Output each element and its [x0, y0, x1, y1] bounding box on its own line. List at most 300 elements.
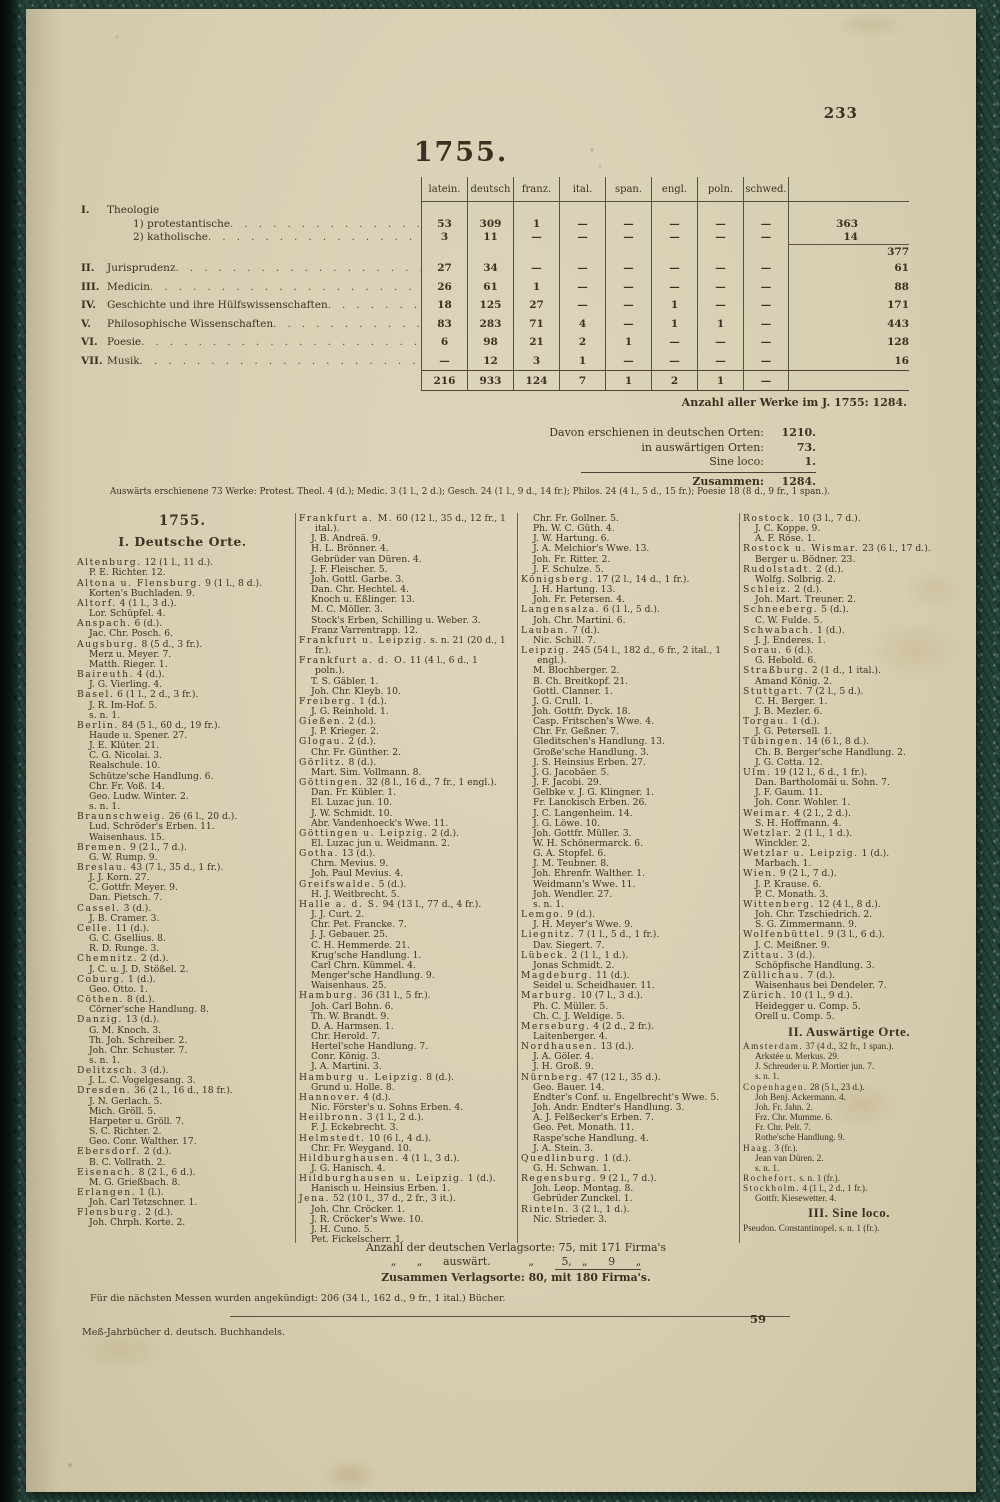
table-classtotal-cell: 171 — [887, 299, 909, 312]
table-row — [81, 244, 909, 259]
publisher-entry: S. C. Richter. 2. — [89, 1126, 162, 1138]
dotted-leader — [140, 355, 421, 367]
table-value-cell — [743, 202, 789, 217]
publisher-entry: J. Schreuder u. P. Mortier jun. 7. — [755, 1061, 875, 1072]
table-value-cell: 21 — [513, 333, 559, 352]
table-subtotal-header — [789, 177, 864, 202]
table-classtotal-cell — [864, 231, 909, 245]
publisher-entry: Dan. Chr. Hechtel. 4. — [311, 584, 409, 596]
table-row — [81, 202, 909, 217]
table-value-cell — [559, 202, 605, 217]
dotted-leader — [150, 281, 421, 293]
place-entry: Altorf. 4 (1 l., 3 d.). — [77, 597, 177, 609]
table-subtotal-cell — [789, 259, 864, 278]
publisher-entry: Hertel'sche Handlung. 7. — [311, 1041, 429, 1053]
place-entry: Eisenach. 8 (2 l., 6 d.). — [77, 1166, 196, 1178]
publisher-entry: J. A. Martini. 3. — [311, 1061, 382, 1073]
publisher-entry: C. G. Nicolai. 3. — [89, 750, 163, 762]
publisher-entry: Realschule. 10. — [89, 760, 161, 772]
row-numeral: III. — [81, 280, 100, 293]
table-row — [81, 259, 909, 278]
table-value-cell: — — [559, 278, 605, 297]
publisher-entry: Dan. Pietsch. 7. — [89, 892, 163, 904]
table-value-cell: 3 — [421, 231, 467, 245]
publisher-entry: Geo. Ludw. Winter. 2. — [89, 790, 189, 802]
publisher-entry: G. W. Rump. 9. — [89, 851, 158, 863]
table-label-cell — [81, 217, 421, 231]
table-subtotal-cell — [789, 370, 864, 391]
place-name: Ulm. — [743, 766, 772, 778]
table-row — [81, 333, 909, 352]
publisher-entry: Nic. Förster's u. Sohns Erben. 4. — [311, 1102, 464, 1114]
publisher-entry: Joh. Chr. Cröcker. 1. — [311, 1203, 406, 1215]
publisher-entry: Chr. Fr. Weygand. 10. — [311, 1142, 412, 1154]
table-value-cell: — — [697, 217, 743, 231]
publisher-entry: S. G. Zimmermann. 9. — [755, 919, 857, 931]
publisher-entry: B. C. Vollrath. 2. — [89, 1156, 166, 1168]
publisher-entry: Jonas Schmidt. 2. — [533, 959, 615, 971]
publisher-entry: Joh. Carl Tetzschner. 1. — [89, 1197, 198, 1209]
publisher-entry: Joh. Leop. Montag. 8. — [533, 1183, 634, 1195]
place-entry: Wolfenbüttel. 9 (3 l., 6 d.). — [743, 929, 885, 941]
table-value-cell: 933 — [467, 370, 513, 391]
publisher-entry: J. G. Petersell. 1. — [755, 726, 833, 738]
place-entry: Göttingen. 32 (8 l., 16 d., 7 fr., 1 engl.). — [299, 777, 497, 789]
summary-rule — [581, 472, 816, 473]
place-name: Leipzig. — [521, 645, 570, 657]
publisher-entry: Korten's Buchladen. 9. — [89, 587, 195, 599]
publisher-entry: J. A. Göler. 4. — [533, 1051, 594, 1063]
publisher-entry: Rothe'sche Handlung. 9. — [755, 1132, 845, 1143]
place-entry: Leipzig. 245 (54 l., 182 d., 6 fr., 2 ital., 1 engl.). — [521, 645, 722, 667]
place-entry: Hildburghausen u. Leipzig. 1 (d.). — [299, 1173, 496, 1185]
place-entry: Danzig. 13 (d.). — [77, 1014, 160, 1026]
table-value-cell: — — [559, 296, 605, 315]
table-value-cell: — — [605, 259, 651, 278]
table-value-cell: — — [559, 231, 605, 245]
publisher-entry: Chrn. Mevius. 9. — [311, 858, 389, 870]
publisher-entry: Stock's Erben, Schilling u. Weber. 3. — [311, 614, 481, 626]
table-classtotal-cell: 61 — [894, 262, 909, 275]
table-classtotal-cell: 377 — [864, 244, 909, 259]
publisher-entry: Dan. Bartholomäi u. Sohn. 7. — [755, 777, 890, 789]
publisher-entry: Matth. Rieger. 1. — [89, 658, 168, 670]
place-name: Lemgo. — [521, 909, 565, 921]
row-label: Poesie — [107, 336, 142, 349]
publisher-entry: Orell u. Comp. 5. — [755, 1010, 835, 1022]
place-entry: Anspach. 6 (d.). — [77, 618, 163, 630]
publisher-entry: J. F. Jacobi. 29. — [533, 777, 602, 789]
table-value-cell: 1 — [559, 352, 605, 371]
sheet-signature: 59 — [750, 1312, 767, 1326]
place-name: Altenburg. — [77, 557, 142, 569]
publisher-entry: Winckler. 2. — [755, 838, 811, 849]
list-column-4 — [740, 513, 962, 1243]
publisher-entry: J. N. Gerlach. 5. — [89, 1095, 163, 1107]
table-value-cell: 1 — [605, 370, 651, 391]
place-name: Lübeck. — [521, 949, 569, 961]
place-entry: Berlin. 84 (5 l., 60 d., 19 fr.). — [77, 719, 221, 731]
publisher-entry: J. H. Meyer's Wwe. 9. — [533, 919, 634, 931]
publisher-entry: s. n. 1. — [533, 898, 565, 910]
place-entry: Coburg. 1 (d.). — [77, 973, 156, 985]
table-row — [81, 278, 909, 297]
publisher-entry: J. G. Crull. 1. — [533, 695, 593, 707]
place-entry: Bremen. 9 (2 l., 7 d.). — [77, 841, 187, 853]
table-row — [81, 231, 909, 245]
publisher-entry: Harpeter u. Gröll. 7. — [89, 1115, 185, 1127]
publisher-entry: M. G. Grießbach. 8. — [89, 1176, 181, 1188]
publisher-entry: Joh. Paul Mevius. 4. — [311, 868, 404, 880]
place-entry: Liegnitz. 7 (1 l., 5 d., 1 fr.). — [521, 929, 660, 941]
place-name: Hamburg u. Leipzig. — [299, 1071, 424, 1083]
publisher-entry: J. C. Koppe. 9. — [755, 523, 821, 535]
place-name: Rinteln. — [521, 1203, 570, 1215]
publisher-entry: Joh. Fr. Ritter. 2. — [533, 553, 611, 565]
verlagsorte-sum-rule: 5, „ 9 „ — [554, 1255, 642, 1268]
place-name: Nürnberg. — [521, 1071, 584, 1083]
publisher-entry: Joh Benj. Ackermann. 4. — [755, 1091, 846, 1102]
place-name: Copenhagen. — [743, 1081, 808, 1092]
publisher-entry: Pet. Fickelscherr. 1. — [311, 1234, 404, 1243]
table-value-cell: — — [697, 352, 743, 371]
place-entry: Dresden. 36 (2 l., 16 d., 18 fr.). — [77, 1085, 233, 1097]
publisher-entry: C. H. Berger. 1. — [755, 695, 828, 707]
table-value-cell: — — [651, 231, 697, 245]
publisher-entry: J. C. Langenheim. 14. — [533, 807, 633, 819]
publisher-entry: Ph. W. C. Güth. 4. — [533, 523, 615, 535]
table-value-cell: 26 — [421, 278, 467, 297]
table-subtotal-cell: 363 — [836, 217, 858, 230]
table-value-cell: — — [743, 231, 789, 245]
place-entry: Tübingen. 14 (6 l., 8 d.). — [743, 736, 870, 748]
place-entry: Frankfurt u. Leipzig. s. n. 21 (20 d., 1 fr.). — [299, 634, 506, 657]
publisher-entry: M. Blochberger. 2. — [533, 665, 620, 677]
place-entry: Lemgo. 9 (d.). — [521, 909, 595, 921]
place-name: Liegnitz. — [521, 929, 576, 941]
publisher-entry: J. A. Melchior's Wwe. 13. — [533, 543, 650, 555]
publisher-entry: A. F. Röse. 1. — [755, 533, 816, 545]
publisher-entry: Knoch u. Eßlinger. 13. — [311, 594, 415, 606]
publisher-entry: Joh. Wendler. 27. — [533, 888, 613, 900]
table-value-cell — [651, 244, 697, 259]
place-entry: Frankfurt a. d. O. 11 (4 l., 6 d., 1 poln.). — [299, 655, 478, 677]
publisher-entry: Chr. Fr. Geßner. 7. — [533, 726, 620, 738]
place-entry: Cöthen. 8 (d.). — [77, 994, 155, 1006]
table-column-header: span. — [605, 177, 651, 202]
table-label-cell — [81, 333, 421, 352]
table-total-caption: Anzahl aller Werke im J. 1755: 1284. — [681, 396, 907, 409]
verlagsorte-line-total: Zusammen Verlagsorte: 80, mit 180 Firma's. — [381, 1271, 651, 1284]
publisher-lists — [74, 513, 962, 1243]
table-value-cell: — — [743, 217, 789, 231]
place-name: Magdeburg. — [521, 970, 594, 982]
publisher-entry: Th. Joh. Schreiber. 2. — [89, 1034, 188, 1046]
row-numeral: IV. — [81, 299, 96, 312]
publisher-entry: B. Ch. Breitkopf. 21. — [533, 675, 629, 687]
summary-total-value: 1284. — [781, 474, 816, 488]
place-name: Cassel. — [77, 902, 121, 914]
publisher-entry: J. B. Cramer. 3. — [89, 912, 160, 924]
place-name: Frankfurt a. d. O. — [299, 655, 408, 667]
place-name: Langensalza. — [521, 604, 601, 616]
table-label-cell — [81, 244, 421, 259]
publisher-entry: Th. W. Brandt. 9. — [311, 1010, 390, 1022]
place-name: Delitzsch. — [77, 1065, 138, 1077]
summary-value: 1210. — [781, 426, 816, 439]
table-value-cell — [743, 244, 789, 259]
table-value-cell: 1 — [651, 315, 697, 334]
publisher-entry: J. B. Mezler. 6. — [755, 705, 823, 717]
publisher-entry: Waisenhaus. 25. — [311, 980, 387, 992]
table-value-cell — [651, 202, 697, 217]
publisher-entry: Chr. Fr. Günther. 2. — [311, 746, 401, 758]
table-value-cell: — — [605, 352, 651, 371]
table-value-cell: — — [697, 278, 743, 297]
place-name: Merseburg. — [521, 1020, 591, 1032]
table-value-cell: 12 — [467, 352, 513, 371]
publisher-entry: Joh. Fr. Jahn. 2. — [755, 1101, 813, 1112]
publisher-entry: J. C. u. J. D. Stößel. 2. — [89, 963, 189, 975]
place-name: Baireuth. — [77, 669, 134, 681]
table-label-cell — [81, 278, 421, 297]
place-name: Wien. — [743, 868, 777, 880]
summary-block — [376, 426, 816, 489]
table-row — [81, 352, 909, 371]
publisher-entry: J. F. Fleischer. 5. — [311, 563, 388, 575]
place-name: Rostock u. Wismar. — [743, 543, 860, 555]
table-header-row — [81, 177, 909, 202]
place-entry: Magdeburg. 11 (d.). — [521, 970, 630, 982]
publisher-entry: Gebrüder van Düren. 4. — [311, 553, 422, 565]
row-label: Theologie — [107, 203, 160, 216]
publisher-entry: Mich. Gröll. 5. — [89, 1105, 156, 1117]
publisher-entry: C. H. Hemmerde. 21. — [311, 939, 410, 951]
publisher-entry: G. Hebold. 6. — [755, 655, 817, 667]
publisher-entry: Berger u. Bödner. 23. — [755, 553, 856, 565]
publisher-entry: J. C. Meißner. 9. — [755, 939, 830, 951]
summary-line — [376, 441, 816, 456]
place-name: Göttingen. — [299, 777, 364, 789]
table-label-cell — [81, 231, 421, 245]
publisher-entry: Chr. Fr. Voß. 14. — [89, 780, 165, 792]
place-entry: Lübeck. 2 (1 l., 1 d.). — [521, 949, 629, 961]
publisher-entry: Merz u. Meyer. 7. — [89, 648, 172, 660]
place-entry: Wittenberg. 12 (4 l., 8 d.). — [743, 898, 881, 910]
place-name: Schwabach. — [743, 624, 815, 636]
table-subtotal-cell — [789, 333, 864, 352]
place-entry: Stockholm. 4 (1 l., 2 d., 1 fr.). — [743, 1183, 868, 1194]
book-page — [26, 9, 976, 1492]
table-classtotal-cell: 443 — [887, 317, 909, 330]
publisher-entry: s. n. 1. — [89, 1054, 121, 1066]
place-name: Schleiz. — [743, 584, 792, 596]
place-entry: Glogau. 2 (d.). — [299, 736, 377, 748]
publisher-entry: Marbach. 1. — [755, 858, 812, 870]
publisher-entry: J. P. Krause. 6. — [755, 878, 822, 890]
statistics-table — [81, 177, 909, 409]
publisher-entry: Waisenhaus. 15. — [89, 831, 165, 843]
table-value-cell: — — [605, 231, 651, 245]
row-numeral: V. — [81, 317, 91, 330]
place-name: Zittau. — [743, 949, 785, 961]
place-entry: Ebersdorf. 2 (d.). — [77, 1146, 172, 1158]
publisher-entry: Fr. Chr. Pelt. 7. — [755, 1122, 811, 1133]
publisher-entry: A. J. Felßecker's Erben. 7. — [533, 1112, 654, 1124]
publisher-entry: Nic. Strieder. 3. — [533, 1213, 608, 1225]
publisher-entry: Franz Varrentrapp. 12. — [311, 624, 419, 636]
table-classtotal-cell — [864, 202, 909, 217]
publisher-entry: J. H. Hartung. 13. — [533, 584, 616, 596]
publisher-entry: Fr. Lanckisch Erben. 26. — [533, 797, 648, 809]
place-entry: Regensburg. 9 (2 l., 7 d.). — [521, 1173, 657, 1185]
place-entry: Frankfurt a. M. 60 (12 l., 35 d., 12 fr., 1 ital.). — [299, 513, 506, 535]
place-entry: Königsberg. 17 (2 l., 14 d., 1 fr.). — [521, 573, 690, 585]
publisher-entry: Geo. Bauer. 14. — [533, 1081, 605, 1093]
row-numeral: I. — [81, 203, 90, 216]
place-entry: Hildburghausen. 4 (1 l., 3 d.). — [299, 1152, 460, 1164]
place-name: Amsterdam. — [743, 1040, 804, 1051]
place-name: Torgau. — [743, 716, 790, 728]
publisher-entry: C. W. Fulde. 5. — [755, 614, 823, 626]
place-name: Wolfenbüttel. — [743, 929, 826, 941]
table-value-cell: — — [743, 296, 789, 315]
place-entry: Straßburg. 2 (1 d., 1 ital.). — [743, 665, 881, 677]
summary-value: 1. — [804, 455, 816, 468]
table-value-cell — [467, 202, 513, 217]
place-name: Sorau. — [743, 645, 783, 657]
place-entry: Schneeberg. 5 (d.). — [743, 604, 849, 616]
dotted-leader — [175, 262, 421, 274]
place-name: Basel. — [77, 689, 115, 701]
table-value-cell — [697, 202, 743, 217]
publisher-entry: Joh. Gottfr. Müller. 3. — [533, 827, 632, 839]
footer-rule — [230, 1316, 790, 1317]
place-entry: Langensalza. 6 (1 l., 5 d.). — [521, 604, 660, 616]
summary-label: in auswärtigen Orten: — [641, 440, 764, 454]
place-entry: Quedlinburg. 1 (d.). — [521, 1152, 632, 1164]
place-name: Hildburghausen u. Leipzig. — [299, 1173, 465, 1185]
table-classtotal-cell — [864, 370, 909, 391]
place-name: Coburg. — [77, 973, 126, 985]
publisher-entry: Amand König. 2. — [755, 675, 833, 687]
place-entry: Zürich. 10 (1 l., 9 d.). — [743, 990, 853, 1002]
verlagsorte-line-foreign: „ „ auswärt. „ 5, „ 9 „ — [390, 1255, 642, 1268]
place-name: Erlangen. — [77, 1187, 137, 1198]
table-value-cell: — — [513, 259, 559, 278]
table-value-cell: 27 — [513, 296, 559, 315]
table-label-cell — [81, 296, 421, 315]
place-name: Stockholm. — [743, 1183, 801, 1194]
table-value-cell: — — [651, 217, 697, 231]
publisher-entry: Ph. C. Müller. 5. — [533, 1000, 609, 1012]
dotted-leader — [328, 299, 421, 311]
table-value-cell: 125 — [467, 296, 513, 315]
place-entry: Torgau. 1 (d.). — [743, 716, 820, 728]
table-value-cell — [697, 244, 743, 259]
table-value-cell: — — [743, 278, 789, 297]
publisher-entry: Geo. Pet. Monath. 11. — [533, 1122, 635, 1134]
statistics-table-body — [81, 202, 909, 391]
publisher-entry: J. F. Gaum. 11. — [755, 787, 823, 799]
dotted-leader — [141, 336, 421, 348]
place-name: Rochefort. — [743, 1173, 798, 1183]
verlagsorte-totals — [226, 1241, 806, 1285]
table-value-cell: — — [743, 259, 789, 278]
place-name: Rostock. — [743, 513, 796, 524]
table-column-header: engl. — [651, 177, 697, 202]
place-name: Züllichau. — [743, 970, 805, 982]
running-footer: Meß-Jahrbücher d. deutsch. Buchhandels. — [82, 1327, 286, 1338]
place-entry: Schwabach. 1 (d.). — [743, 624, 845, 636]
publisher-entry: Arkstée u. Merkus. 29. — [755, 1051, 840, 1062]
place-entry: Sorau. 6 (d.). — [743, 645, 814, 657]
place-name: Göttingen u. Leipzig. — [299, 827, 429, 839]
place-name: Hannover. — [299, 1091, 361, 1103]
publisher-entry: Chr. Fr. Gollner. 5. — [533, 513, 619, 524]
publisher-entry: D. A. Harmsen. 1. — [311, 1020, 394, 1032]
table-value-cell: — — [605, 217, 651, 231]
publisher-entry: Casp. Fritschen's Wwe. 4. — [533, 716, 654, 728]
table-value-cell: 11 — [467, 231, 513, 245]
table-value-cell: 71 — [513, 315, 559, 334]
publisher-entry: H. J. Weitbrecht. 5. — [311, 888, 400, 900]
summary-label: Davon erschienen in deutschen Orten: — [549, 426, 764, 439]
publisher-entry: J. L. C. Vogelgesang. 3. — [89, 1075, 196, 1087]
place-entry: Haag. 3 (fr.). — [743, 1142, 798, 1153]
place-name: Königsberg. — [521, 573, 594, 585]
publisher-entry: H. L. Brönner. 4. — [311, 543, 389, 555]
table-classtotal-cell: 16 — [894, 354, 909, 367]
publisher-entry: Cörner'sche Handlung. 8. — [89, 1004, 209, 1016]
publisher-entry: Joh. Chr. Kleyb. 10. — [311, 685, 401, 697]
place-name: Cöthen. — [77, 994, 124, 1006]
publisher-entry: J. G. Hanisch. 4. — [311, 1163, 386, 1174]
place-entry: Breslau. 43 (7 l., 35 d., 1 fr.). — [77, 862, 224, 873]
place-name: Nordhausen. — [521, 1041, 598, 1053]
table-value-cell: — — [743, 333, 789, 352]
table-label-cell — [81, 315, 421, 334]
publisher-entry: P. E. Richter. 12. — [89, 567, 166, 579]
verlagsorte-line-german: Anzahl der deutschen Verlagsorte: 75, mit 171 Firma's — [365, 1241, 667, 1254]
place-name: Regensburg. — [521, 1173, 597, 1185]
place-name: Stuttgart. — [743, 685, 804, 697]
place-entry: Gießen. 2 (d.). — [299, 716, 377, 728]
place-entry: Jena. 52 (10 l., 37 d., 2 fr., 3 it.). — [299, 1193, 456, 1205]
table-value-cell: 7 — [559, 370, 605, 391]
publisher-entry: Dan. Fr. Kübler. 1. — [311, 787, 397, 799]
place-name: Augsburg. — [77, 638, 139, 650]
place-entry: Halle a. d. S. 94 (13 l., 77 d., 4 fr.). — [299, 898, 482, 910]
table-value-cell: 27 — [421, 259, 467, 278]
table-row — [81, 370, 909, 391]
publisher-entry: Jac. Chr. Posch. 6. — [89, 628, 174, 640]
place-entry: Merseburg. 4 (2 d., 2 fr.). — [521, 1020, 655, 1032]
publisher-entry: Jean van Düren. 2. — [755, 1152, 824, 1163]
year-title: 1755. — [413, 137, 509, 168]
publisher-entry: s. n. 1. — [755, 1071, 780, 1082]
place-entry: Heilbronn. 3 (1 l., 2 d.). — [299, 1112, 424, 1124]
place-entry: Rostock. 10 (3 l., 7 d.). — [743, 513, 861, 524]
publisher-entry: S. H. Hoffmann. 4. — [755, 817, 842, 829]
table-value-cell: — — [651, 259, 697, 278]
place-entry: Nürnberg. 47 (12 l., 35 d.). — [521, 1071, 661, 1083]
summary-total-label: Zusammen: — [692, 474, 764, 488]
table-value-cell — [421, 202, 467, 217]
sine-loco-entry: Pseudon. Constantinopel. s. n. 1 (fr.). — [743, 1222, 880, 1233]
auswaertige-orte-heading: II. Auswärtige Orte. — [788, 1023, 910, 1039]
place-name: Braunschweig. — [77, 811, 166, 823]
